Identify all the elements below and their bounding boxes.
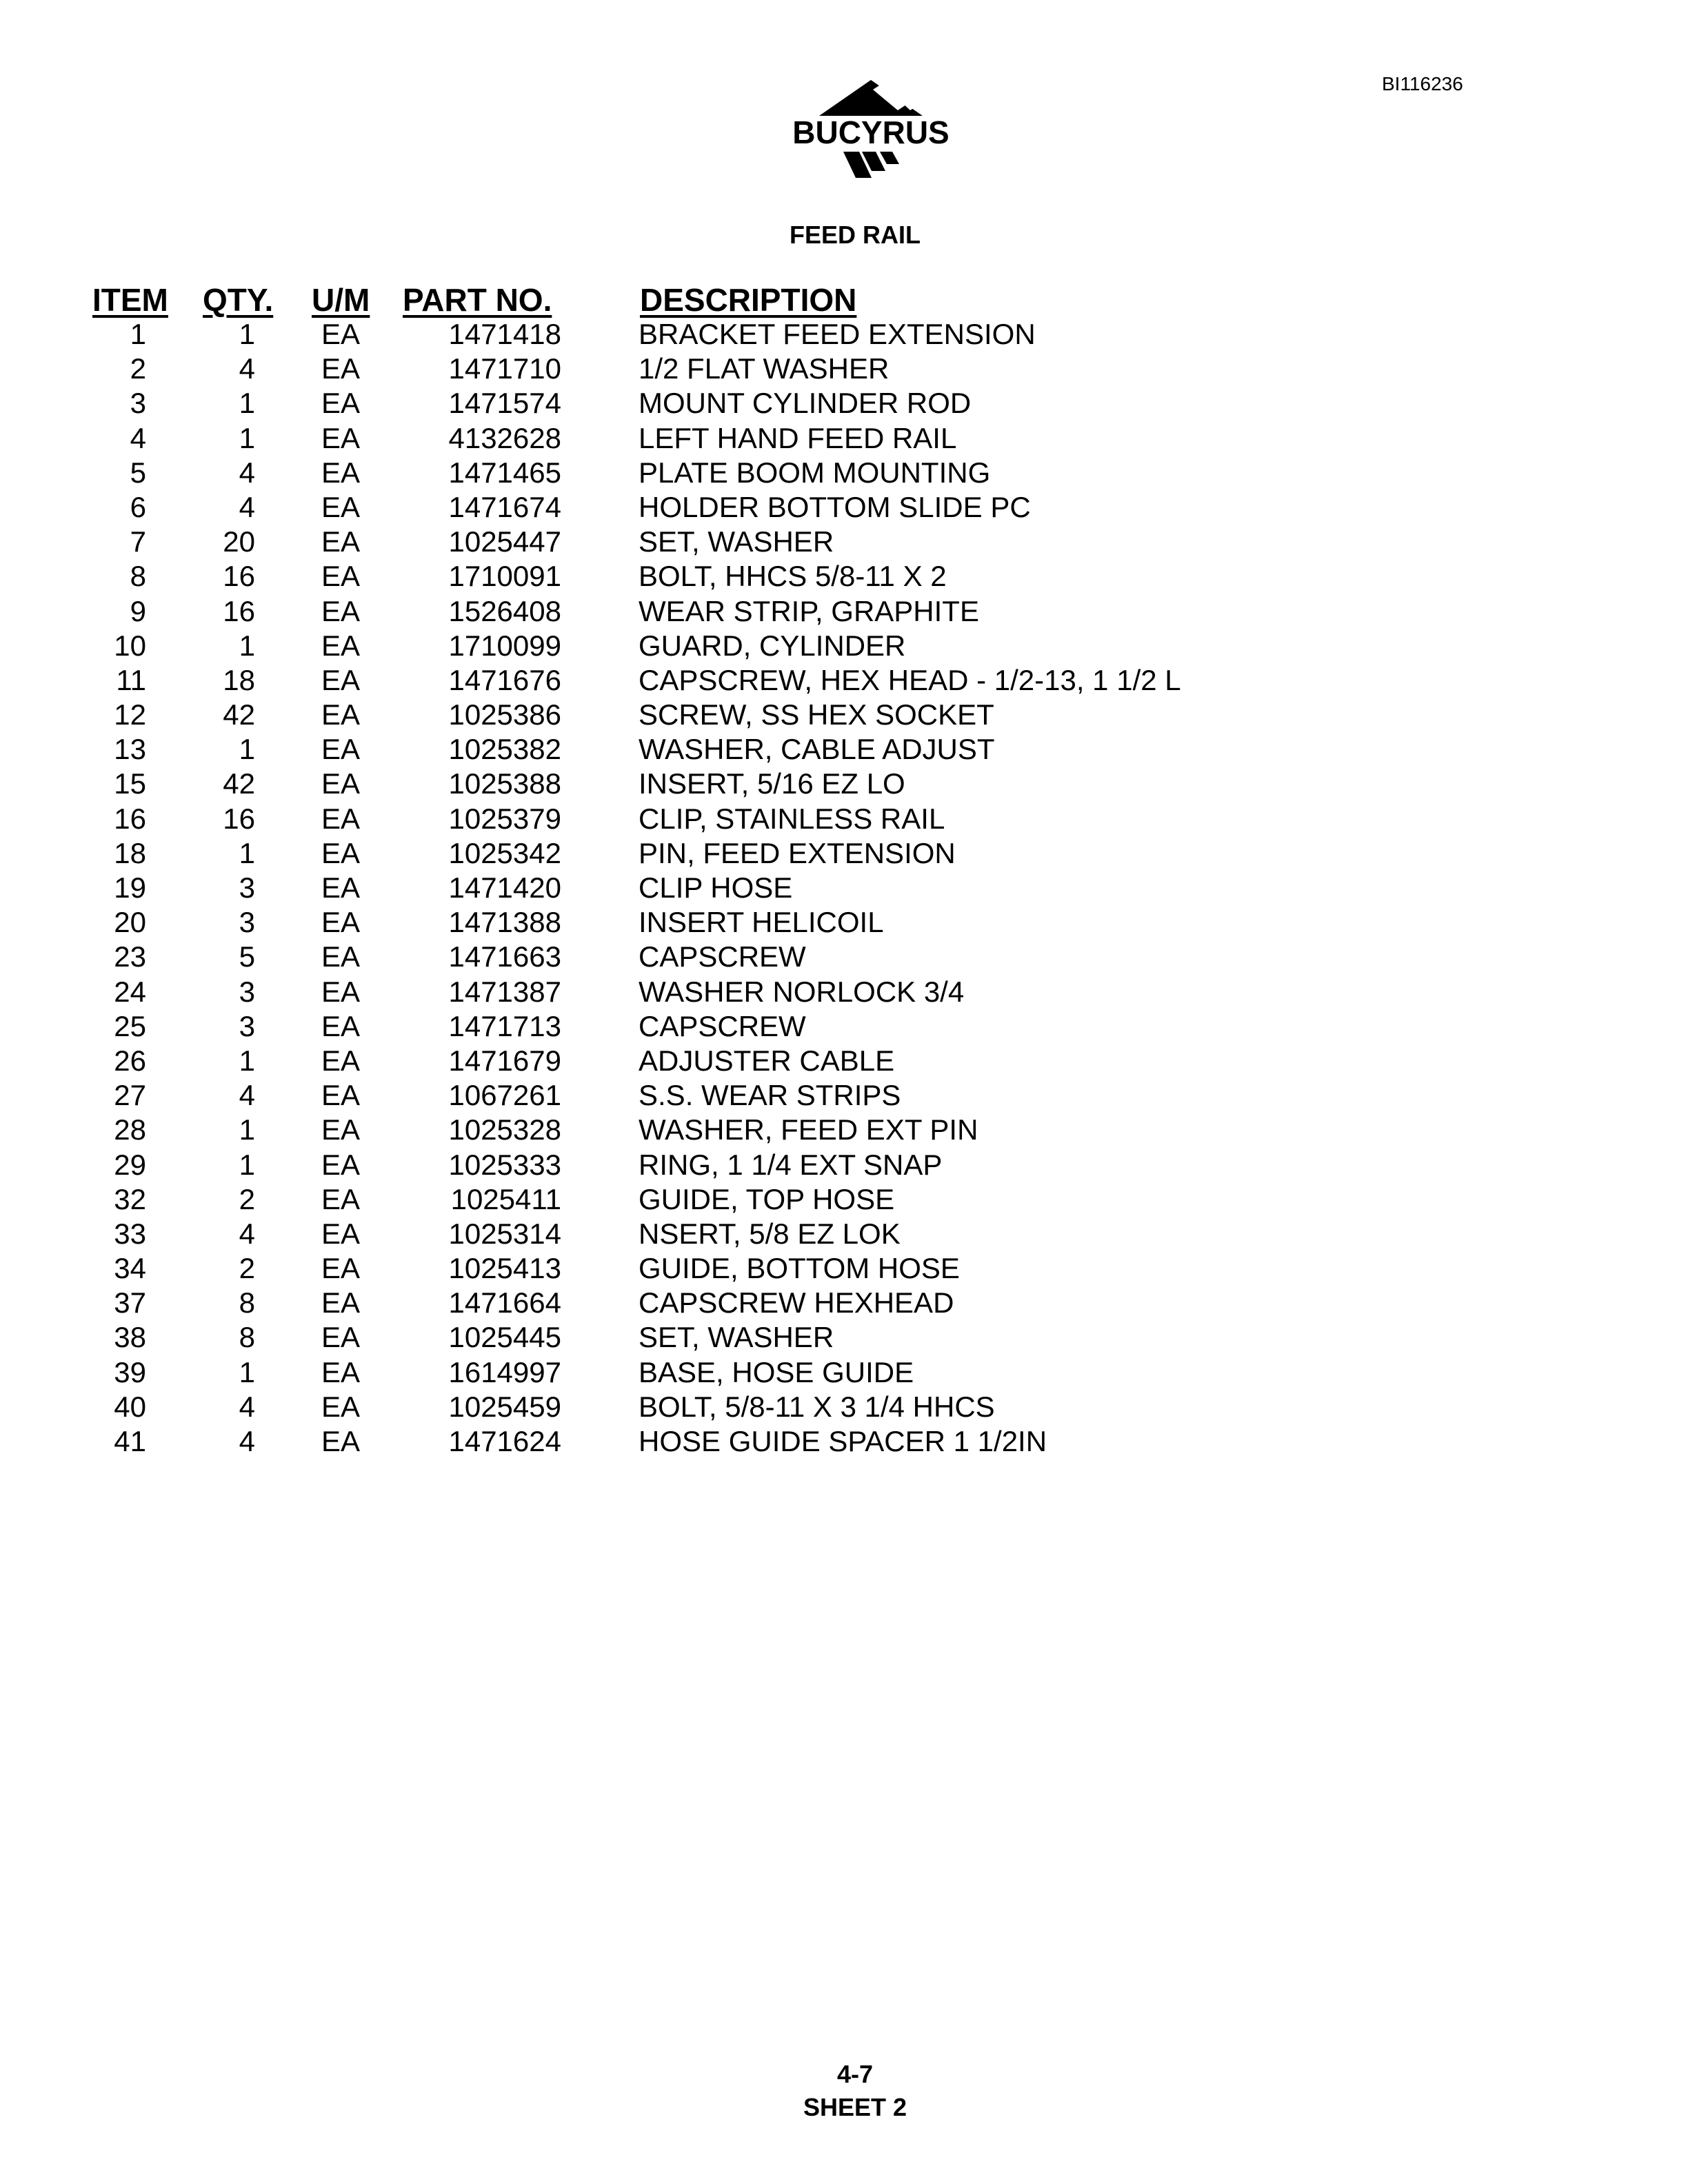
qty-cell: 3 bbox=[239, 871, 255, 904]
table-row bbox=[0, 1182, 1688, 1217]
header-description: DESCRIPTION bbox=[640, 282, 857, 318]
item-cell: 2 bbox=[130, 352, 146, 385]
um-cell: EA bbox=[321, 975, 361, 1008]
logo-text: BUCYRUS bbox=[792, 114, 950, 150]
qty-cell: 1 bbox=[239, 318, 255, 350]
table-row bbox=[0, 940, 1688, 974]
item-cell: 26 bbox=[114, 1044, 146, 1077]
um-cell: EA bbox=[321, 733, 361, 766]
desc-cell: CLIP HOSE bbox=[639, 871, 793, 904]
table-row bbox=[0, 317, 1688, 352]
item-cell: 12 bbox=[114, 698, 146, 731]
item-cell: 32 bbox=[114, 1182, 146, 1215]
qty-cell: 2 bbox=[239, 1252, 255, 1285]
qty-cell: 4 bbox=[239, 352, 255, 385]
part-cell: 1471676 bbox=[448, 663, 561, 696]
qty-cell: 16 bbox=[223, 594, 255, 627]
desc-cell: PLATE BOOM MOUNTING bbox=[639, 456, 991, 489]
item-cell: 15 bbox=[114, 767, 146, 800]
table-row bbox=[0, 1217, 1688, 1251]
um-cell: EA bbox=[321, 1148, 361, 1181]
page-title: FEED RAIL bbox=[789, 221, 921, 249]
part-cell: 1025445 bbox=[448, 1321, 561, 1354]
part-cell: 1025314 bbox=[448, 1217, 561, 1250]
desc-cell: CAPSCREW, HEX HEAD - 1/2-13, 1 1/2 L bbox=[639, 663, 1181, 696]
item-cell: 4 bbox=[130, 421, 146, 454]
qty-cell: 1 bbox=[239, 1355, 255, 1388]
qty-cell: 2 bbox=[239, 1182, 255, 1215]
sheet-number: SHEET 2 bbox=[803, 2093, 907, 2121]
table-row bbox=[0, 1044, 1688, 1078]
um-cell: EA bbox=[321, 767, 361, 800]
item-cell: 23 bbox=[114, 940, 146, 973]
qty-cell: 20 bbox=[223, 525, 255, 558]
desc-cell: LEFT HAND FEED RAIL bbox=[639, 421, 957, 454]
table-row bbox=[0, 1113, 1688, 1147]
table-row bbox=[0, 629, 1688, 663]
part-cell: 1025447 bbox=[448, 525, 561, 558]
um-cell: EA bbox=[321, 560, 361, 593]
bucyrus-logo bbox=[771, 74, 971, 192]
table-row bbox=[0, 1148, 1688, 1182]
table-row bbox=[0, 421, 1688, 456]
part-cell: 1471674 bbox=[448, 490, 561, 523]
header-qty: QTY. bbox=[203, 282, 274, 318]
qty-cell: 1 bbox=[239, 629, 255, 662]
part-cell: 1471713 bbox=[448, 1009, 561, 1042]
desc-cell: INSERT, 5/16 EZ LO bbox=[639, 767, 905, 800]
table-row bbox=[0, 905, 1688, 940]
qty-cell: 1 bbox=[239, 733, 255, 766]
part-cell: 1471387 bbox=[448, 975, 561, 1008]
um-cell: EA bbox=[321, 1182, 361, 1215]
part-cell: 1471418 bbox=[448, 318, 561, 350]
part-cell: 1025382 bbox=[448, 733, 561, 766]
qty-cell: 3 bbox=[239, 1009, 255, 1042]
item-cell: 7 bbox=[130, 525, 146, 558]
um-cell: EA bbox=[321, 698, 361, 731]
part-cell: 1471465 bbox=[448, 456, 561, 489]
um-cell: EA bbox=[321, 456, 361, 489]
part-cell: 1025328 bbox=[448, 1113, 561, 1146]
table-row bbox=[0, 456, 1688, 490]
part-cell: 1067261 bbox=[448, 1079, 561, 1112]
table-row bbox=[0, 836, 1688, 871]
desc-cell: BOLT, HHCS 5/8-11 X 2 bbox=[639, 560, 947, 593]
part-cell: 1025413 bbox=[448, 1252, 561, 1285]
part-cell: 1471710 bbox=[448, 352, 561, 385]
qty-cell: 42 bbox=[223, 698, 255, 731]
table-row bbox=[0, 490, 1688, 525]
desc-cell: SET, WASHER bbox=[639, 525, 834, 558]
part-cell: 1025379 bbox=[448, 802, 561, 835]
desc-cell: PIN, FEED EXTENSION bbox=[639, 836, 956, 869]
um-cell: EA bbox=[321, 1044, 361, 1077]
desc-cell: BOLT, 5/8-11 X 3 1/4 HHCS bbox=[639, 1390, 995, 1423]
um-cell: EA bbox=[321, 490, 361, 523]
desc-cell: BRACKET FEED EXTENSION bbox=[639, 318, 1036, 350]
document-id: BI116236 bbox=[1382, 73, 1463, 94]
desc-cell: HOSE GUIDE SPACER 1 1/2IN bbox=[639, 1425, 1047, 1457]
item-cell: 41 bbox=[114, 1425, 146, 1457]
qty-cell: 1 bbox=[239, 421, 255, 454]
table-row bbox=[0, 1286, 1688, 1320]
um-cell: EA bbox=[321, 1355, 361, 1388]
header-part-no: PART NO. bbox=[403, 282, 552, 318]
item-cell: 38 bbox=[114, 1321, 146, 1354]
desc-cell: CLIP, STAINLESS RAIL bbox=[639, 802, 945, 835]
part-cell: 1471663 bbox=[448, 940, 561, 973]
part-cell: 1614997 bbox=[448, 1355, 561, 1388]
qty-cell: 16 bbox=[223, 560, 255, 593]
um-cell: EA bbox=[321, 1425, 361, 1457]
um-cell: EA bbox=[321, 1113, 361, 1146]
part-cell: 1710099 bbox=[448, 629, 561, 662]
um-cell: EA bbox=[321, 1079, 361, 1112]
table-row bbox=[0, 1009, 1688, 1044]
qty-cell: 1 bbox=[239, 1044, 255, 1077]
um-cell: EA bbox=[321, 629, 361, 662]
desc-cell: WASHER, FEED EXT PIN bbox=[639, 1113, 978, 1146]
part-cell: 1025459 bbox=[448, 1390, 561, 1423]
item-cell: 13 bbox=[114, 733, 146, 766]
qty-cell: 4 bbox=[239, 456, 255, 489]
um-cell: EA bbox=[321, 940, 361, 973]
table-row bbox=[0, 732, 1688, 767]
qty-cell: 8 bbox=[239, 1286, 255, 1320]
um-cell: EA bbox=[321, 1390, 361, 1423]
item-cell: 10 bbox=[114, 629, 146, 662]
item-cell: 37 bbox=[114, 1286, 146, 1320]
item-cell: 6 bbox=[130, 490, 146, 523]
item-cell: 25 bbox=[114, 1009, 146, 1042]
um-cell: EA bbox=[321, 906, 361, 939]
item-cell: 9 bbox=[130, 594, 146, 627]
part-cell: 1526408 bbox=[448, 594, 561, 627]
part-cell: 1710091 bbox=[448, 560, 561, 593]
desc-cell: CAPSCREW bbox=[639, 940, 806, 973]
item-cell: 1 bbox=[130, 318, 146, 350]
part-cell: 1471388 bbox=[448, 906, 561, 939]
desc-cell: SCREW, SS HEX SOCKET bbox=[639, 698, 994, 731]
item-cell: 29 bbox=[114, 1148, 146, 1181]
desc-cell: ADJUSTER CABLE bbox=[639, 1044, 895, 1077]
part-cell: 1471574 bbox=[448, 387, 561, 420]
desc-cell: INSERT HELICOIL bbox=[639, 906, 884, 939]
item-cell: 33 bbox=[114, 1217, 146, 1250]
item-cell: 8 bbox=[130, 560, 146, 593]
um-cell: EA bbox=[321, 663, 361, 696]
part-cell: 1025386 bbox=[448, 698, 561, 731]
table-row bbox=[0, 663, 1688, 698]
desc-cell: 1/2 FLAT WASHER bbox=[639, 352, 890, 385]
table-row bbox=[0, 802, 1688, 836]
qty-cell: 4 bbox=[239, 490, 255, 523]
desc-cell: S.S. WEAR STRIPS bbox=[639, 1079, 901, 1112]
page-number: 4-7 bbox=[836, 2060, 874, 2088]
qty-cell: 1 bbox=[239, 836, 255, 869]
um-cell: EA bbox=[321, 525, 361, 558]
table-row bbox=[0, 525, 1688, 559]
um-cell: EA bbox=[321, 594, 361, 627]
qty-cell: 4 bbox=[239, 1217, 255, 1250]
item-cell: 16 bbox=[114, 802, 146, 835]
desc-cell: WASHER NORLOCK 3/4 bbox=[639, 975, 965, 1008]
desc-cell: WASHER, CABLE ADJUST bbox=[639, 733, 995, 766]
item-cell: 28 bbox=[114, 1113, 146, 1146]
table-row bbox=[0, 698, 1688, 732]
table-row bbox=[0, 1424, 1688, 1459]
part-cell: 1025342 bbox=[448, 836, 561, 869]
table-row bbox=[0, 352, 1688, 386]
um-cell: EA bbox=[321, 421, 361, 454]
um-cell: EA bbox=[321, 1217, 361, 1250]
qty-cell: 1 bbox=[239, 387, 255, 420]
qty-cell: 18 bbox=[223, 663, 255, 696]
table-row bbox=[0, 1390, 1688, 1424]
part-cell: 1471679 bbox=[448, 1044, 561, 1077]
item-cell: 18 bbox=[114, 836, 146, 869]
item-cell: 3 bbox=[130, 387, 146, 420]
um-cell: EA bbox=[321, 1321, 361, 1354]
qty-cell: 8 bbox=[239, 1321, 255, 1354]
qty-cell: 3 bbox=[239, 906, 255, 939]
table-row bbox=[0, 386, 1688, 421]
desc-cell: GUARD, CYLINDER bbox=[639, 629, 906, 662]
table-row bbox=[0, 594, 1688, 629]
desc-cell: MOUNT CYLINDER ROD bbox=[639, 387, 972, 420]
item-cell: 39 bbox=[114, 1355, 146, 1388]
table-row bbox=[0, 975, 1688, 1009]
qty-cell: 5 bbox=[239, 940, 255, 973]
item-cell: 5 bbox=[130, 456, 146, 489]
item-cell: 20 bbox=[114, 906, 146, 939]
header-item: ITEM bbox=[92, 282, 168, 318]
table-row bbox=[0, 767, 1688, 801]
item-cell: 24 bbox=[114, 975, 146, 1008]
um-cell: EA bbox=[321, 1286, 361, 1320]
part-cell: 1471420 bbox=[448, 871, 561, 904]
desc-cell: GUIDE, BOTTOM HOSE bbox=[639, 1252, 960, 1285]
qty-cell: 4 bbox=[239, 1390, 255, 1423]
desc-cell: CAPSCREW bbox=[639, 1009, 806, 1042]
desc-cell: NSERT, 5/8 EZ LOK bbox=[639, 1217, 901, 1250]
header-um: U/M bbox=[312, 282, 370, 318]
qty-cell: 4 bbox=[239, 1425, 255, 1457]
um-cell: EA bbox=[321, 1009, 361, 1042]
desc-cell: CAPSCREW HEXHEAD bbox=[639, 1286, 954, 1320]
desc-cell: SET, WASHER bbox=[639, 1321, 834, 1354]
table-row bbox=[0, 1320, 1688, 1355]
um-cell: EA bbox=[321, 836, 361, 869]
table-row bbox=[0, 559, 1688, 594]
desc-cell: HOLDER BOTTOM SLIDE PC bbox=[639, 490, 1031, 523]
um-cell: EA bbox=[321, 802, 361, 835]
part-cell: 1025333 bbox=[448, 1148, 561, 1181]
um-cell: EA bbox=[321, 387, 361, 420]
table-row bbox=[0, 871, 1688, 905]
um-cell: EA bbox=[321, 1252, 361, 1285]
part-cell: 1471624 bbox=[448, 1425, 561, 1457]
table-row bbox=[0, 1355, 1688, 1390]
part-cell: 1025411 bbox=[450, 1182, 561, 1215]
desc-cell: GUIDE, TOP HOSE bbox=[639, 1182, 895, 1215]
part-cell: 4132628 bbox=[448, 421, 561, 454]
qty-cell: 16 bbox=[223, 802, 255, 835]
part-cell: 1471664 bbox=[448, 1286, 561, 1320]
qty-cell: 1 bbox=[239, 1148, 255, 1181]
parts-table bbox=[0, 317, 1688, 1459]
item-cell: 27 bbox=[114, 1079, 146, 1112]
um-cell: EA bbox=[321, 352, 361, 385]
qty-cell: 42 bbox=[223, 767, 255, 800]
qty-cell: 3 bbox=[239, 975, 255, 1008]
item-cell: 11 bbox=[116, 663, 146, 696]
desc-cell: RING, 1 1/4 EXT SNAP bbox=[639, 1148, 943, 1181]
item-cell: 19 bbox=[114, 871, 146, 904]
qty-cell: 1 bbox=[239, 1113, 255, 1146]
qty-cell: 4 bbox=[239, 1079, 255, 1112]
um-cell: EA bbox=[321, 318, 361, 350]
um-cell: EA bbox=[321, 871, 361, 904]
table-row bbox=[0, 1251, 1688, 1286]
desc-cell: WEAR STRIP, GRAPHITE bbox=[639, 594, 979, 627]
desc-cell: BASE, HOSE GUIDE bbox=[639, 1355, 914, 1388]
item-cell: 34 bbox=[114, 1252, 146, 1285]
item-cell: 40 bbox=[114, 1390, 146, 1423]
part-cell: 1025388 bbox=[448, 767, 561, 800]
table-row bbox=[0, 1078, 1688, 1113]
